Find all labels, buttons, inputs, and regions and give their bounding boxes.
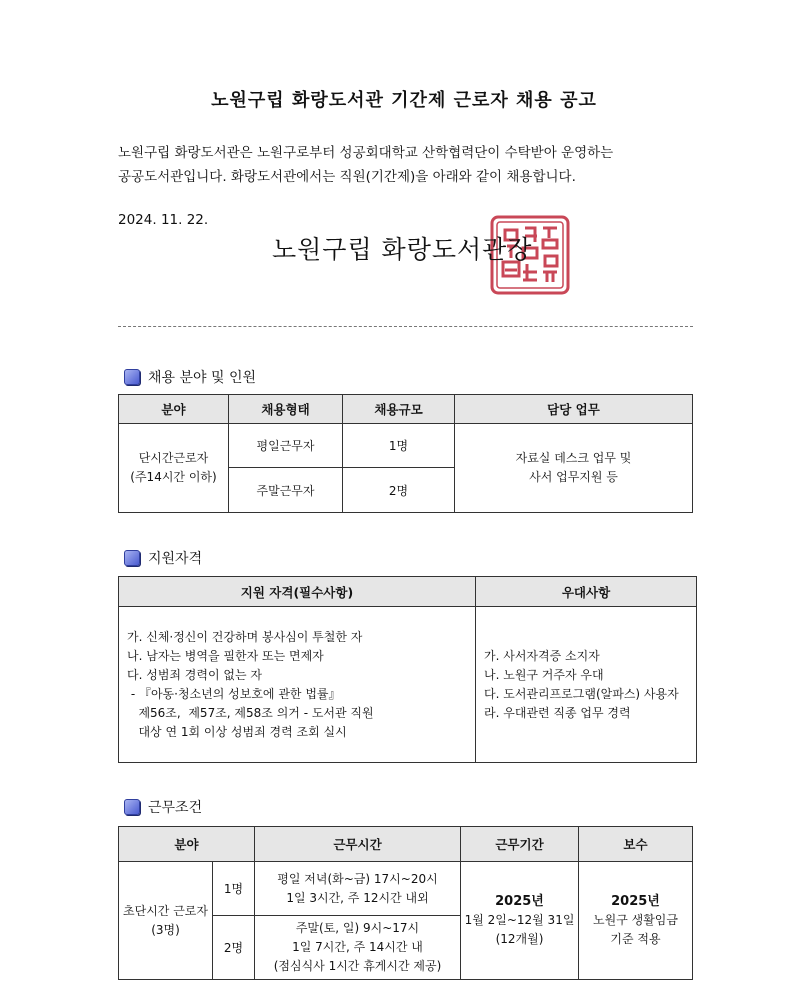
header-cell: 채용형태 <box>229 395 343 424</box>
required-qualifications-cell <box>119 607 476 763</box>
count-cell: 1명 <box>343 424 455 468</box>
section-title: 지원자격 <box>148 551 203 567</box>
organization-name: 노원구립 화랑도서관장 <box>272 235 533 264</box>
page-title: 노원구립 화랑도서관 기간제 근로자 채용 공고 <box>211 90 597 111</box>
period-year: 2025년 <box>495 894 544 909</box>
list-item: 나. 노원구 거주자 우대 <box>484 667 604 682</box>
header-cell: 우대사항 <box>476 577 697 607</box>
header-cell: 지원 자격(필수사항) <box>119 577 476 607</box>
work-hours-cell <box>255 916 461 980</box>
header-cell: 분야 <box>119 395 229 424</box>
table-header-row <box>119 577 697 607</box>
header-cell: 보수 <box>579 827 693 862</box>
field-line: (주14시간 이하) <box>130 470 217 484</box>
section-heading-qualification <box>124 548 202 568</box>
section-title: 근무조건 <box>148 800 203 816</box>
square-bullet-icon <box>124 799 140 815</box>
table-row <box>119 862 693 916</box>
count-cell: 1명 <box>213 862 255 916</box>
work-hours-line: 주말(토, 일) 9시~17시 <box>295 921 420 935</box>
list-item: 가. 신체·정신이 건강하며 봉사심이 투철한 자 <box>127 629 363 644</box>
pay-year: 2025년 <box>611 894 660 909</box>
work-hours-cell <box>255 862 461 916</box>
table-header-row <box>119 827 693 862</box>
list-item: 다. 성범죄 경력이 없는 자 <box>127 667 262 682</box>
field-line: (3명) <box>151 922 180 937</box>
table-row <box>119 424 693 468</box>
square-bullet-icon <box>124 369 140 385</box>
employment-type-cell: 주말근무자 <box>229 468 343 513</box>
count-cell: 2명 <box>213 916 255 980</box>
work-hours-line: 평일 저녁(화~금) 17시~20시 <box>277 871 438 886</box>
field-cell <box>119 424 229 513</box>
field-line: 단시간근로자 <box>138 451 209 465</box>
section-heading-conditions <box>124 797 202 817</box>
table-header-row <box>119 395 693 424</box>
list-item: 제56조, 제57조, 제58조 의거 - 도서관 직원 <box>127 705 374 720</box>
intro-text <box>118 141 698 189</box>
table-row <box>119 607 697 763</box>
dashed-divider <box>118 326 693 327</box>
section-heading-recruit <box>124 367 256 387</box>
header-cell: 근무시간 <box>255 827 461 862</box>
list-item: 다. 도서관리프로그램(알파스) 사용자 <box>484 686 679 701</box>
pay-line: 노원구 생활임금 <box>593 913 678 927</box>
period-months: (12개월) <box>495 932 544 946</box>
field-cell <box>119 862 213 980</box>
announcement-date: 2024. 11. 22. <box>118 212 209 228</box>
list-item: 라. 우대관련 직종 업무 경력 <box>484 705 631 720</box>
header-cell: 채용규모 <box>343 395 455 424</box>
preferred-qualifications-cell <box>476 607 697 763</box>
list-item: 대상 연 1회 이상 성범죄 경력 조회 실시 <box>127 724 347 739</box>
pay-line: 기준 적용 <box>610 932 661 946</box>
work-hours-line: 1일 7시간, 주 14시간 내 <box>292 940 423 954</box>
header-cell: 담당 업무 <box>455 395 693 424</box>
intro-line-2: 공공도서관입니다. 화랑도서관에서는 직원(기간제)을 아래와 같이 채용합니다. <box>118 169 576 185</box>
header-cell: 분야 <box>119 827 255 862</box>
duty-cell <box>455 424 693 513</box>
field-line: 초단시간 근로자 <box>123 903 208 918</box>
list-item: - 『아동·청소년의 성보호에 관한 법률』 <box>127 686 341 701</box>
pay-cell <box>579 862 693 980</box>
recruit-table <box>118 394 693 513</box>
list-item: 나. 남자는 병역을 필한자 또는 면제자 <box>127 648 324 663</box>
list-item: 가. 사서자격증 소지자 <box>484 648 600 663</box>
period-range: 1월 2일~12월 31일 <box>464 913 575 927</box>
header-cell: 근무기간 <box>461 827 579 862</box>
work-period-cell <box>461 862 579 980</box>
intro-line-1: 노원구립 화랑도서관은 노원구로부터 성공회대학교 산학협력단이 수탁받아 운영하는 <box>118 145 614 161</box>
conditions-table <box>118 826 693 980</box>
duty-line: 사서 업무지원 등 <box>529 470 618 484</box>
qualification-table <box>118 576 697 763</box>
duty-line: 자료실 데스크 업무 및 <box>515 451 632 465</box>
work-hours-line: (점심식사 1시간 휴게시간 제공) <box>273 959 442 973</box>
employment-type-cell: 평일근무자 <box>229 424 343 468</box>
work-hours-line: 1일 3시간, 주 12시간 내외 <box>286 890 429 905</box>
section-title: 채용 분야 및 인원 <box>148 370 257 386</box>
square-bullet-icon <box>124 550 140 566</box>
count-cell: 2명 <box>343 468 455 513</box>
